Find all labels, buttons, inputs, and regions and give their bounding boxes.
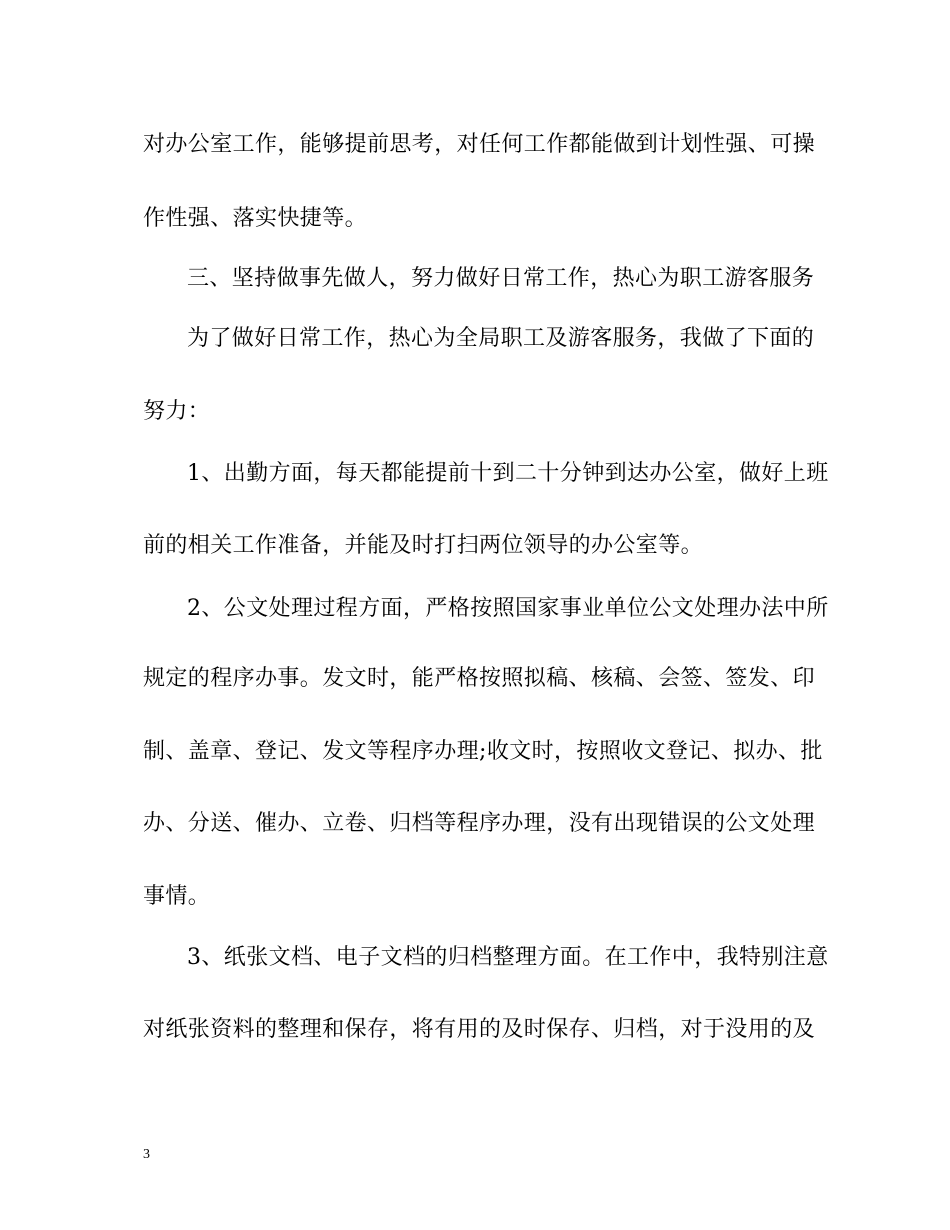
body-text-line: 办、分送、催办、立卷、归档等程序办理，没有出现错误的公文处理 [143,811,816,836]
list-item-line: 1、出勤方面，每天都能提前十到二十分钟到达办公室，做好上班 [187,461,829,486]
page-number: 3 [143,1147,150,1162]
body-text-line: 制、盖章、登记、发文等程序办理;收文时，按照收文登记、拟办、批 [143,739,823,764]
body-text-line: 为了做好日常工作，热心为全局职工及游客服务，我做了下面的 [187,326,815,351]
body-text-line: 作性强、落实快捷等。 [143,206,368,231]
body-text-line: 前的相关工作准备，并能及时打扫两位领导的办公室等。 [143,533,704,558]
section-heading: 三、坚持做事先做人，努力做好日常工作，热心为职工游客服务 [187,266,815,291]
body-text-line: 对纸张资料的整理和保存，将有用的及时保存、归档，对于没用的及 [143,1017,816,1042]
list-item-line: 2、公文处理过程方面，严格按照国家事业单位公文处理办法中所 [187,596,829,621]
body-text-line: 努力： [143,399,211,424]
body-text-line: 对办公室工作，能够提前思考，对任何工作都能做到计划性强、可操 [143,132,816,157]
body-text-line: 事情。 [143,884,211,909]
body-text-line: 规定的程序办事。发文时，能严格按照拟稿、核稿、会签、签发、印 [143,666,816,691]
list-item-line: 3、纸张文档、电子文档的归档整理方面。在工作中，我特别注意 [187,945,829,970]
